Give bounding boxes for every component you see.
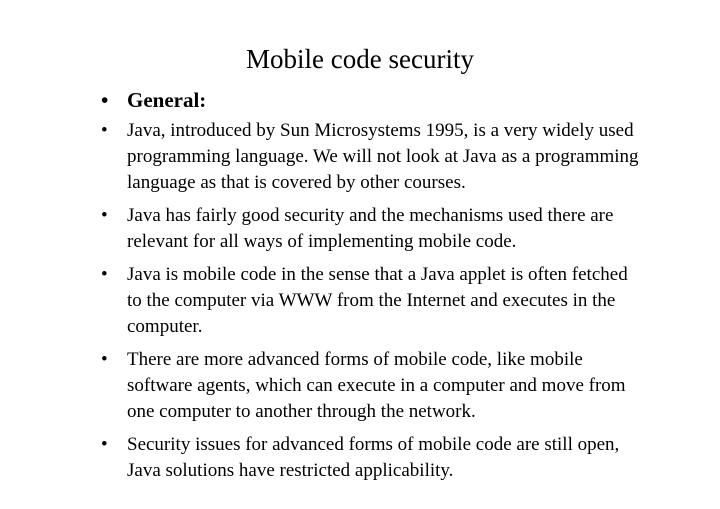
bullet-item-general bbox=[101, 86, 641, 114]
bullet-item bbox=[101, 118, 641, 196]
bullet-dot: • bbox=[101, 205, 108, 226]
bullet-item bbox=[101, 432, 641, 484]
bullet-dot: • bbox=[101, 434, 108, 455]
bullet-item bbox=[101, 203, 641, 255]
bullet-dot: • bbox=[101, 264, 108, 285]
bullet-text: There are more advanced forms of mobile code, like mobile software agents, which can execute in a computer and move from one computer to another through the network. bbox=[127, 349, 626, 422]
bullet-list bbox=[101, 86, 641, 491]
bullet-text: Java has fairly good security and the mechanisms used there are relevant for all ways of implementing mobile code. bbox=[127, 205, 614, 252]
bullet-text: Java, introduced by Sun Microsystems 1995, is a very widely used programming language. We will not look at Java as a programming language as that is covered by other courses. bbox=[127, 120, 639, 193]
bullet-item bbox=[101, 262, 641, 340]
bullet-dot: • bbox=[101, 120, 108, 141]
bullet-item bbox=[101, 347, 641, 425]
slide-title: Mobile code security bbox=[246, 44, 474, 74]
bullet-dot: • bbox=[101, 349, 108, 370]
bullet-dot: • bbox=[101, 88, 109, 112]
bullet-text: General: bbox=[127, 88, 207, 112]
bullet-text: Security issues for advanced forms of mobile code are still open, Java solutions have restricted applicability. bbox=[127, 434, 620, 481]
bullet-text: Java is mobile code in the sense that a Java applet is often fetched to the computer via WWW from the Internet and executes in the computer. bbox=[127, 264, 628, 337]
